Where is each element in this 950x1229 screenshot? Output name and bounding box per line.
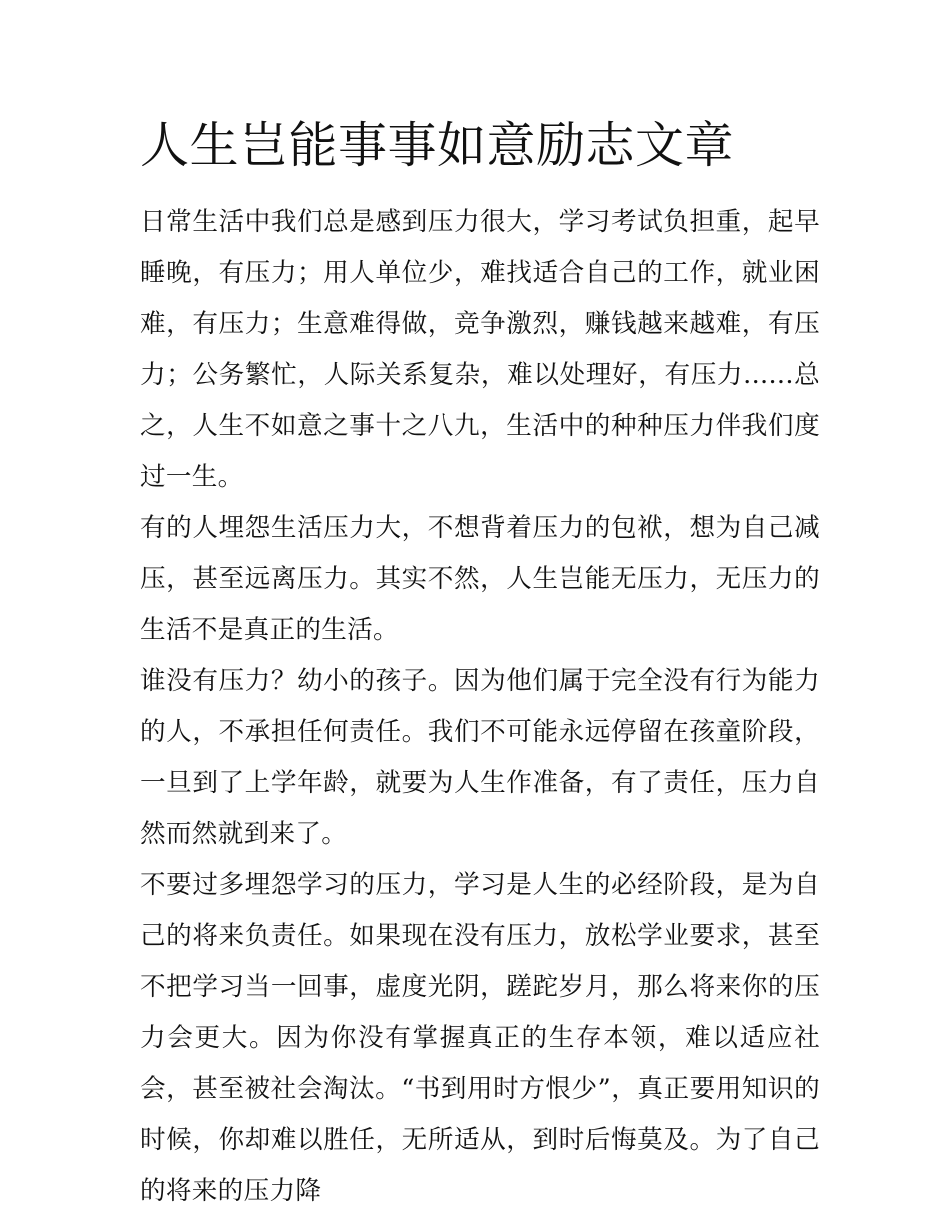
paragraph: 有的人埋怨生活压力大，不想背着压力的包袱，想为自己减压，甚至远离压力。其实不然，人生岂能无压力，无压力的生活不是真正的生活。 — [140, 513, 820, 645]
paragraph: 谁没有压力？幼小的孩子。因为他们属于完全没有行为能力的人，不承担任何责任。我们不可能永远停留在孩童阶段，一旦到了上学年龄，就要为人生作准备，有了责任，压力自然而然就到来了。 — [140, 666, 820, 849]
article-body — [140, 197, 820, 1217]
page-title: 人生岂能事事如意励志文章 — [140, 117, 735, 174]
paragraph: 日常生活中我们总是感到压力很大，学习考试负担重，起早睡晚，有压力；用人单位少，难找适合自己的工作，就业困难，有压力；生意难得做，竞争激烈，赚钱越来越难，有压力；公务繁忙，人际关系复杂，难以处理好，有压力......总之，人生不如意之事十之八九，生活中的种种压力伴我们度过一生。 — [140, 207, 820, 492]
paragraph: 不要过多埋怨学习的压力，学习是人生的必经阶段，是为自己的将来负责任。如果现在没有压力，放松学业要求，甚至不把学习当一回事，虚度光阴，蹉跎岁月，那么将来你的压力会更大。因为你没有掌握真正的生存本领，难以适应社会，甚至被社会淘汰。“书到用时方恨少”，真正要用知识的时候，你却难以胜任，无所适从，到时后悔莫及。为了自己的将来的压力降 — [140, 870, 820, 1206]
